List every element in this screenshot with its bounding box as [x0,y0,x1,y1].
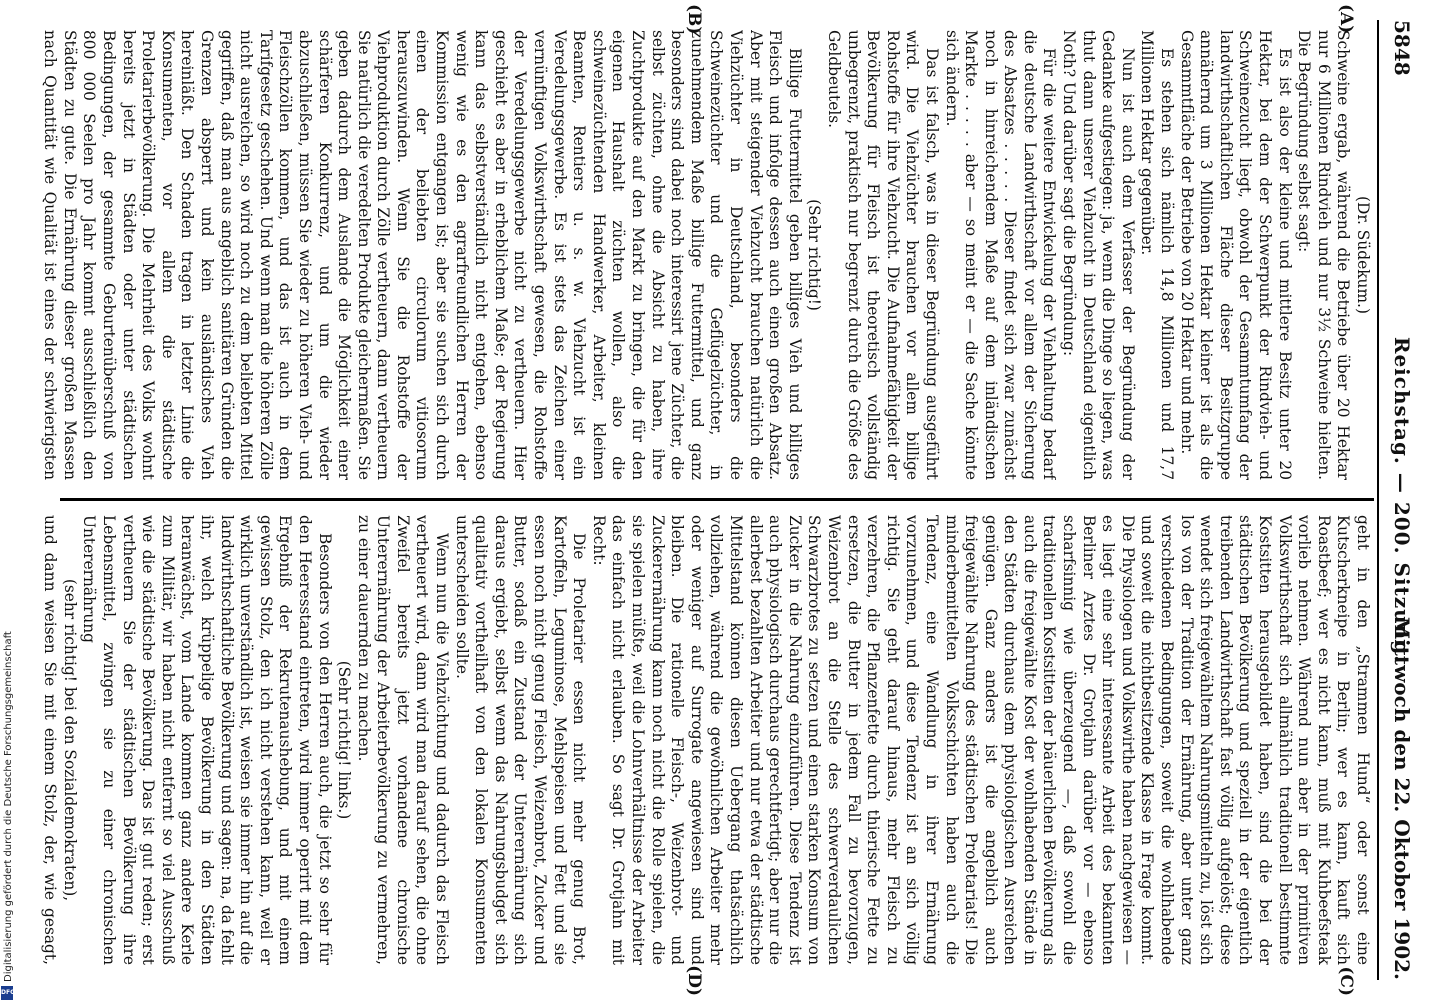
speaker-line: (Dr. Südekum.) [1354,196,1372,314]
paragraph: Das ist falsch, was in dieser Begründung ausgeführt wird. Die Viehzüchter brauchen vor allem billige Rohstoffe für ihre Viehzucht. Die Aufnahmefähigkeit der Bevölkerung für Fleisch ist theoretisch vollständig unbegrenzt, praktisch nur begrenzt durch die Größe des Geldbeutels. [824,30,941,480]
interjection: (sehr richtig! bei den Sozialdemokraten), [60,578,79,902]
page-header [1382,20,1422,980]
dfg-logo-icon: DFG [1,986,13,1000]
credit-text: Digitalisierung gefördert durch die Deutsche Forschungsgemeinschaft [3,631,14,982]
paragraph: Wenn nun die Viehzüchtung und dadurch das Fleisch vertheuert wird, dann wird man darauf sehen, die ohne Zweifel bereits jetzt vorhandene chronische Unterernährung der Arbeiterbevölkerung zu vermehren, zu einer dauernden zu machen. [354,515,452,965]
page-title: Reichstag. — 200. Sitzung. [1390,336,1414,664]
interjection: (Sehr richtig! links.) [335,660,354,820]
paragraph: Schweine ergab, während die Betriebe über 20 Hektar nur 6 Millionen Rindvieh und nur 3½ Schweine hielten. Die Begründung selbst sagt: [1295,30,1353,480]
quote-paragraph: Es ist also der kleine und mittlere Besitz unter 20 Hektar, bei dem der Schwerpunkt der Rindvieh- und Schweinezucht liegt, obwohl der Gesammtumfang der landwirthschaftlichen Fläche dieser Besitzgruppe annähernd um 3 Millionen Hektar kleiner ist als die Gesammtfläche der Betriebe von 20 Hektar und mehr. [1177,30,1294,480]
paragraph: Besonders von den Herren auch, die jetzt so sehr für den Heeresstand eintreten, wird immer operirt mit dem Ergebniß der Rekrutenaushebung, und mit einem gewissen Stolz, den ich nicht verstehen kann, weil er wirklich unverständlich ist, weisen sie immer hin auf die landwirthschaftliche Bevölkerung und sagen: na, da fehlt ihr, welch krüppelige Bevölkerung in den Städten heranwächst, vom Lande kommen ganz andere Kerle zum Militär, wir haben nicht entfernt so viel Ausschuß wie die städtische Bevölkerung. Das ist gut reden; erst vertheuern Sie der städtischen Bevölkerung ihre Lebensmittel, zwingen sie zu einer chronischen Unterernährung [80,515,334,965]
header-rule [1377,20,1379,980]
paragraph: geht in den „Strammen Hund“ oder sonst eine Kutscherkneipe in Berlin; wer es kann, kauft sich Roastbeef; wer es nicht kann, muß mit Kuhbeefsteak vorlieb nehmen. Während nun aber in der primitiven Volkswirthschaft sich allmählich traditionell bestimmte Kostsitten herausgebildet haben, sind die bei der städtischen Bevölkerung und speziell in der eigentlich treibenden Landwirthschaft fast völlig aufgelöst; diese wendet sich freigewähltem Nahrungsmitteln zu, löst sich los von der Tradition der Ernährung, aber unter ganz verschiedenen Bedingungen, soweit die wohlhabende und soweit die nichtbesitzende Klasse in Frage kommt. Die Physiologen und Volkswirthe haben nachgewiesen — es liegt eine sehr interessante Arbeit des bekannten Berliner Arztes Dr. Grotjahn darüber vor — ebenso scharfsinnig wie überzeugend —, daß sowohl die traditionellen Kostsitten der bäuerlichen Bevölkerung als auch die freigewählte Kost der wohlhabenden Stände in den Städten durchaus dem physiologischen Ausreichen genügen. Ganz anders ist die angeblich auch freigewählte Nahrung des städtischen Proletariats! Die minderbemittelten Volksschichten haben auch die Tendenz, eine Wandlung in ihrer Ernährung vorzunehmen, und diese Tendenz ist an sich völlig richtig. Sie geht darauf hinaus, mehr Fleisch zu verzehren, die Pflanzenfette durch thierische Fette zu ersetzen, die Butter in jedem Fall zu bevorzugen, Weizenbrot an die Stelle des schwerverdaulichen Schwarzbrotes zu setzen und einen starken Konsum von Zucker in die Nahrung einzuführen. Diese Tendenz ist auch physiologisch durchaus gerechtfertigt; aber nur die allerbest bezahlten Arbeiter und nur etwa der städtische Mittelstand können diesen Uebergang thatsächlich vollziehen, während die gewöhnlichen Arbeiter mehr oder weniger auf Surrogate angewiesen sind und bleiben. Die rationelle Fleisch-, Weizenbrot- und Zuckerernährung kann noch nicht die Rolle spielen, die sie spielen müßte, weil die Lohnverhältnisse der Arbeiter das einfach nicht erlauben. So sagt Dr. Grotjahn mit Recht: [589,515,1372,965]
right-column [40,515,1372,965]
paragraph: Es stehen sich nämlich 14,8 Millionen und 17,7 Millionen Hektar gegenüber. [1138,30,1177,480]
paragraph: Nun ist auch dem Verfasser der Begründung der Gedanke aufgestiegen: ja, wenn die Dinge so liegen, was thut dann unserer Viehzucht in Deutschland eigentlich Noth? Und darüber sagt die Begründung: [1060,30,1137,480]
margin-label-b: (B) [684,4,704,35]
digitization-credit [0,0,14,1000]
margin-label-a: (A) [1336,4,1356,34]
session-date: Mittwoch den 22. Oktober 1902. [1390,616,1414,980]
left-column [40,30,1372,480]
paragraph: Billige Futtermittel geben billiges Vieh und billiges Fleisch und infolge dessen auch einen großen Absatz. Aber mit steigender Viehzucht brauchen natürlich die Viehzüchter in Deutschland, besonders die Schweinezüchter und die Geflügelzüchter, in zunehmendem Maße billige Futtermittel, und ganz besonders sind dabei noch interessirt jene Züchter, die selbst züchten, ohne die Absicht zu haben, ihre Zuchtprodukte auf den Markt zu bringen, die für den eigenen Haushalt züchten wollen, also die schweinezüchtenden Handwerker, Arbeiter, kleinen Beamten, Rentiers u. s. w. Viehzucht ist ein Veredelungsgewerbe. Es ist stets das Zeichen einer vernünftigen Volkswirthschaft gewesen, die Rohstoffe der Veredelungsgewerbe nicht zu vertheuern. Hier geschieht es aber in erheblichem Maße; der Regierung kann das selbstverständlich nicht entgehen, ebenso wenig wie es den agrarfreundlichen Herren der Kommission entgangen ist; aber sie suchen sich durch einen der beliebten circulorum vitiosorum herauszuwinden. Wenn Sie die Rohstoffe der Viehproduktion durch Zölle vertheuern, dann vertheuern Sie natürlich die veredelten Produkte gleichermaßen. Sie geben dadurch dem Auslande die Möglichkeit einer schärferen Konkurrenz, und um die wieder abzuschließen, müssen Sie wieder zu höheren Vieh- und Fleischzöllen kommen, und das ist auch in dem Tarifgesetz geschehen. Und wenn man die höheren Zölle nicht ausreichen, so wird noch zu dem beliebten Mittel gegriffen, daß man aus angeblich sanitären Gründen die Grenzen absperrt und kein ausländisches Vieh hereinläßt. Den Schaden tragen in letzter Linie die Konsumenten, vor allem die städtische Proletarierbevölkerung. Die Mehrheit des Volks wohnt bereits jetzt in Städten oder unter städtischen Bedingungen, der gesammte Geburtenüberschuß von 800 000 Seelen pro Jahr kommt ausschließlich den Städten zu gute. Die Ernährung dieser großen Massen nach Quantität wie Qualität ist eines der schwierigsten [41,30,804,480]
column-divider [60,498,1374,501]
paragraph: und dann weisen Sie mit einem Stolz, der, wie gesagt, [41,515,60,965]
margin-label-d: (D) [684,965,704,996]
margin-label-c: (C) [1336,966,1356,996]
interjection: (Sehr richtig!) [805,199,824,311]
quote-paragraph: Für die weitere Entwickelung der Viehhaltung bedarf die deutsche Landwirthschaft vor allem der Sicherung des Absatzes . . . . . Dieser findet sich zwar zunächst noch in hinreichendem Maße auf dem inländischen Markte . . . . . aber — so meint er — die Sache könnte sich ändern. [942,30,1059,480]
quote-paragraph: Die Proletarier essen nicht mehr genug Brot, Kartoffeln, Leguminose, Mehlspeisen und Fett und sie essen noch nicht genug Fleisch, Weizenbrot, Zucker und Butter, sodaß ein Zustand der Unterernährung sich daraus ergiebt, selbst wenn das Nahrungsbudget sich qualitativ vortheilhaft von den lokalen Konsumenten unterscheiden sollte. [452,515,589,965]
page-number: 5848 [1390,20,1414,76]
